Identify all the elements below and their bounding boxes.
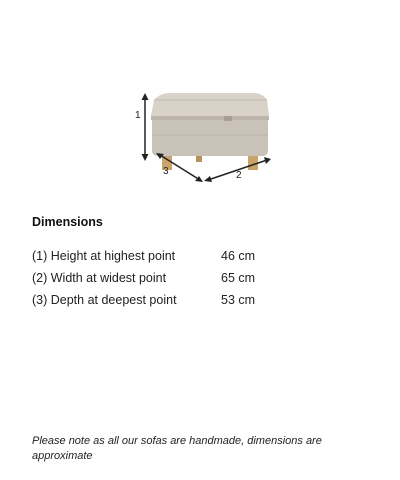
dimensions-list: [32, 245, 362, 311]
width-marker-label: 2: [236, 170, 242, 181]
product-diagram: [130, 88, 280, 188]
dimension-value: 46 cm: [221, 249, 256, 263]
footstool-image: [130, 88, 280, 188]
depth-marker-label: 3: [163, 166, 169, 177]
handmade-note: Please note as all our sofas are handmade, dimensions are approximate: [32, 435, 322, 462]
dimension-label: (3) Depth at deepest point: [32, 293, 177, 307]
dimension-row-depth: [32, 289, 362, 311]
dimension-row-width: [32, 267, 362, 289]
dimensions-heading: Dimensions: [32, 215, 103, 229]
dimension-value: 53 cm: [221, 293, 256, 307]
dimension-value: 65 cm: [221, 271, 256, 285]
height-marker-label: 1: [135, 110, 141, 121]
dimension-row-height: [32, 245, 362, 267]
dimension-label: (1) Height at highest point: [32, 249, 176, 263]
dimension-label: (2) Width at widest point: [32, 271, 167, 285]
